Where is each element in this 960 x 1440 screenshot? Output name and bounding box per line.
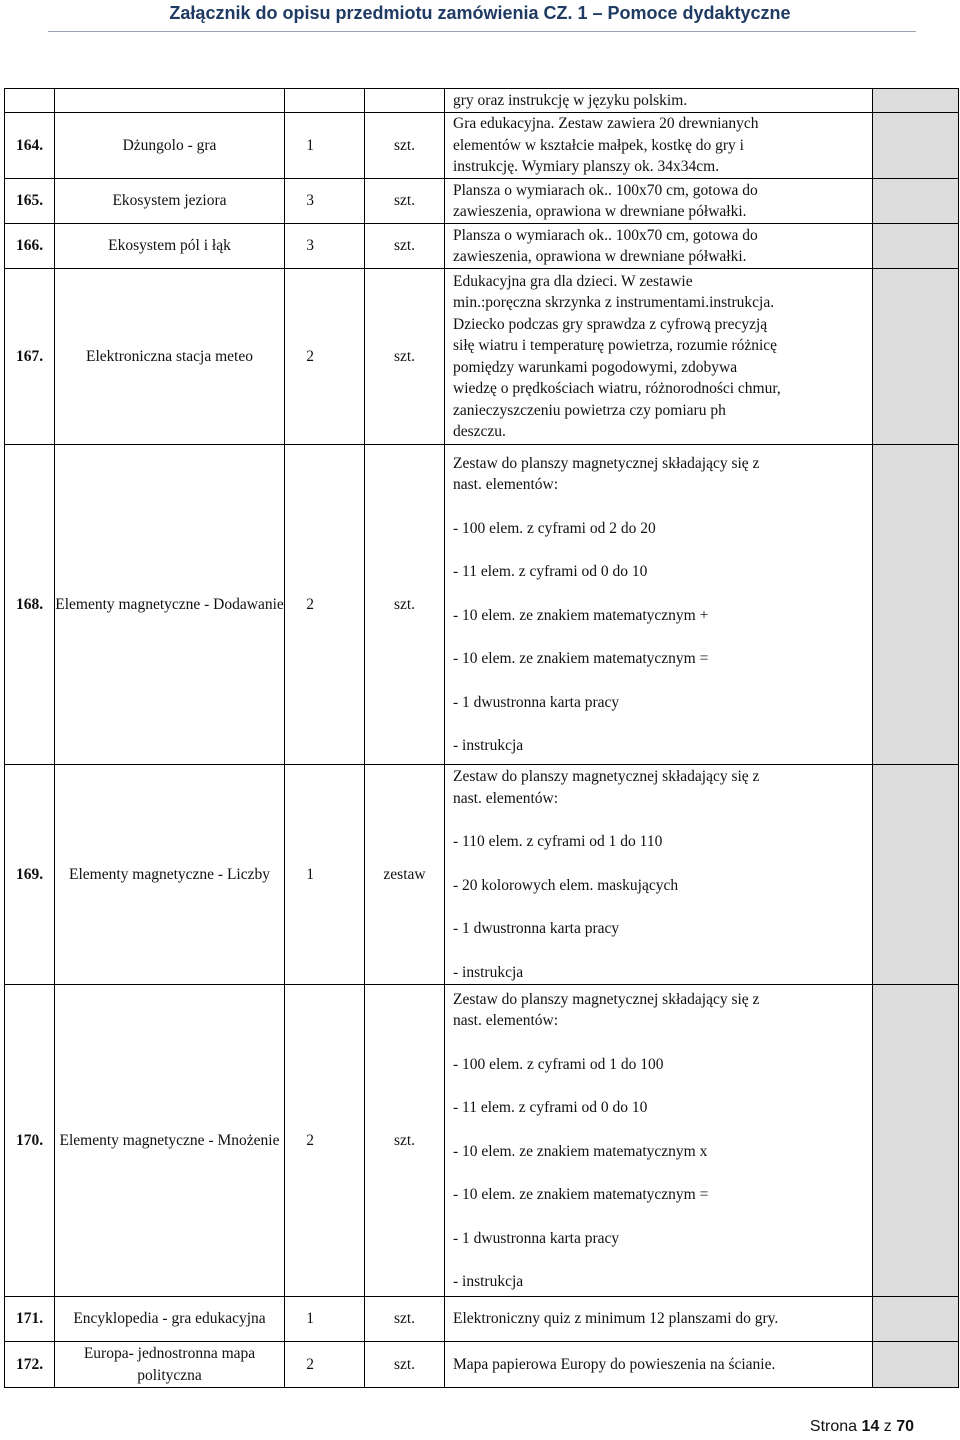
description-line: wiedzę o prędkościach wiatru, różnorodności chmur, <box>453 380 781 397</box>
item-description <box>445 179 873 224</box>
page-footer <box>810 1418 914 1436</box>
item-description <box>445 224 873 269</box>
component-list-item: - 10 elem. ze znakiem matematycznym = <box>453 650 709 667</box>
item-name: Ekosystem pól i łąk <box>55 224 285 269</box>
table-row <box>5 985 959 1297</box>
item-name: Elementy magnetyczne - Dodawanie <box>55 445 285 765</box>
item-quantity: 2 <box>285 445 365 765</box>
page-header: Załącznik do opisu przedmiotu zamówienia CZ. 1 – Pomoce dydaktyczne <box>169 3 791 23</box>
row-number: 171. <box>5 1297 55 1342</box>
item-description <box>445 89 873 113</box>
table-row <box>5 89 959 113</box>
shaded-column-cell <box>873 985 959 1297</box>
item-quantity: 1 <box>285 113 365 179</box>
shaded-column-cell <box>873 445 959 765</box>
description-line: Elektroniczny quiz z minimum 12 planszami do gry. <box>453 1310 779 1328</box>
item-unit: zestaw <box>365 765 445 985</box>
shaded-column-cell <box>873 1297 959 1342</box>
component-list-item: - 1 dwustronna karta pracy <box>453 693 620 711</box>
row-number <box>5 89 55 113</box>
item-unit: szt. <box>365 445 445 765</box>
item-description <box>445 445 873 765</box>
description-line: min.:poręczna skrzynka z instrumentami.instrukcja. <box>453 294 775 311</box>
description-line: nast. elementów: <box>453 476 559 493</box>
item-quantity: 3 <box>285 224 365 269</box>
item-description <box>445 1297 873 1342</box>
item-unit: szt. <box>365 269 445 445</box>
table-row <box>5 1297 959 1342</box>
item-unit: szt. <box>365 224 445 269</box>
description-line: zawieszenia, oprawiona w drewniane półwałki. <box>453 203 747 220</box>
row-number: 167. <box>5 269 55 445</box>
footer-page: 14 <box>861 1418 880 1435</box>
component-list-item: - 11 elem. z cyframi od 0 do 10 <box>453 1099 648 1116</box>
shaded-column-cell <box>873 89 959 113</box>
footer-sep: z <box>883 1418 892 1435</box>
component-list-item: - 10 elem. ze znakiem matematycznym + <box>453 606 709 624</box>
table-row <box>5 445 959 765</box>
table-row <box>5 765 959 985</box>
table-row <box>5 113 959 179</box>
table-row <box>5 224 959 269</box>
item-name <box>55 89 285 113</box>
description-line: Plansza o wymiarach ok.. 100x70 cm, gotowa do <box>453 181 758 199</box>
description-line: elementów w kształcie małpek, kostkę do gry i <box>453 136 744 154</box>
footer-prefix: Strona <box>809 1418 858 1435</box>
item-quantity: 2 <box>285 985 365 1297</box>
header-divider <box>48 31 916 32</box>
item-unit: szt. <box>365 1297 445 1342</box>
description-line: zanieczyszczeniu powietrza czy pomiaru ph <box>453 401 726 419</box>
description-line: deszczu. <box>453 423 506 440</box>
item-description <box>445 113 873 179</box>
shaded-column-cell <box>873 765 959 985</box>
item-description <box>445 985 873 1297</box>
component-list-item: - 10 elem. ze znakiem matematycznym = <box>453 1186 709 1203</box>
item-name: Elementy magnetyczne - Mnożenie <box>55 985 285 1297</box>
item-name: Dżungolo - gra <box>55 113 285 179</box>
item-quantity: 3 <box>285 179 365 224</box>
shaded-column-cell <box>873 269 959 445</box>
item-description <box>445 269 873 445</box>
item-unit: szt. <box>365 179 445 224</box>
specification-table <box>4 88 959 1388</box>
item-quantity: 2 <box>285 1342 365 1388</box>
item-unit: szt. <box>365 1342 445 1388</box>
item-unit <box>365 89 445 113</box>
table-row <box>5 269 959 445</box>
description-line: siłę wiatru i temperaturę powietrza, rozumie różnicę <box>453 337 778 354</box>
description-line: instrukcję. Wymiary planszy ok. 34x34cm. <box>453 158 720 176</box>
item-name: Europa- jednostronna mapa polityczna <box>55 1342 285 1388</box>
description-line: Plansza o wymiarach ok.. 100x70 cm, gotowa do <box>453 226 758 244</box>
item-name: Ekosystem jeziora <box>55 179 285 224</box>
item-description <box>445 1342 873 1388</box>
item-description <box>445 765 873 985</box>
description-line: Dziecko podczas gry sprawdza z cyfrową precyzją <box>453 315 768 333</box>
component-list-item: - 1 dwustronna karta pracy <box>453 1229 620 1247</box>
row-number: 168. <box>5 445 55 765</box>
component-list-item: - 10 elem. ze znakiem matematycznym x <box>453 1142 708 1160</box>
description-line: nast. elementów: <box>453 1012 559 1029</box>
row-number: 169. <box>5 765 55 985</box>
shaded-column-cell <box>873 1342 959 1388</box>
shaded-column-cell <box>873 113 959 179</box>
component-list-item: - 11 elem. z cyframi od 0 do 10 <box>453 563 648 580</box>
item-quantity: 1 <box>285 1297 365 1342</box>
shaded-column-cell <box>873 179 959 224</box>
item-name: Encyklopedia - gra edukacyjna <box>55 1297 285 1342</box>
item-unit: szt. <box>365 985 445 1297</box>
component-list-item: - 100 elem. z cyframi od 2 do 20 <box>453 519 656 537</box>
description-line: Mapa papierowa Europy do powieszenia na ścianie. <box>453 1355 776 1373</box>
item-unit: szt. <box>365 113 445 179</box>
component-list-item: - 100 elem. z cyframi od 1 do 100 <box>453 1055 664 1073</box>
item-name: Elektroniczna stacja meteo <box>55 269 285 445</box>
row-number: 164. <box>5 113 55 179</box>
description-line: pomiędzy warunkami pogodowymi, zdobywa <box>453 358 738 376</box>
item-quantity: 2 <box>285 269 365 445</box>
row-number: 165. <box>5 179 55 224</box>
description-line: Gra edukacyjna. Zestaw zawiera 20 drewnianych <box>453 115 759 133</box>
description-line: Edukacyjna gra dla dzieci. W zestawie <box>453 272 693 290</box>
item-name: Elementy magnetyczne - Liczby <box>55 765 285 985</box>
description-line: zawieszenia, oprawiona w drewniane półwałki. <box>453 248 747 265</box>
description-line: gry oraz instrukcję w języku polskim. <box>453 91 688 109</box>
row-number: 166. <box>5 224 55 269</box>
component-list-item: - instrukcja <box>453 1273 524 1290</box>
component-list-item: - 1 dwustronna karta pracy <box>453 920 620 937</box>
description-line: Zestaw do planszy magnetycznej składający się z <box>453 768 760 785</box>
component-list-item: - 110 elem. z cyframi od 1 do 110 <box>453 833 663 850</box>
component-list-item: - 20 kolorowych elem. maskujących <box>453 876 679 894</box>
description-line: Zestaw do planszy magnetycznej składający się z <box>453 454 760 472</box>
item-quantity <box>285 89 365 113</box>
row-number: 172. <box>5 1342 55 1388</box>
shaded-column-cell <box>873 224 959 269</box>
component-list-item: - instrukcja <box>453 963 524 981</box>
description-line: Zestaw do planszy magnetycznej składający się z <box>453 990 760 1008</box>
table-row <box>5 179 959 224</box>
description-line: nast. elementów: <box>453 789 559 807</box>
row-number: 170. <box>5 985 55 1297</box>
footer-total: 70 <box>896 1418 914 1435</box>
component-list-item: - instrukcja <box>453 737 524 754</box>
table-row <box>5 1342 959 1388</box>
item-quantity: 1 <box>285 765 365 985</box>
